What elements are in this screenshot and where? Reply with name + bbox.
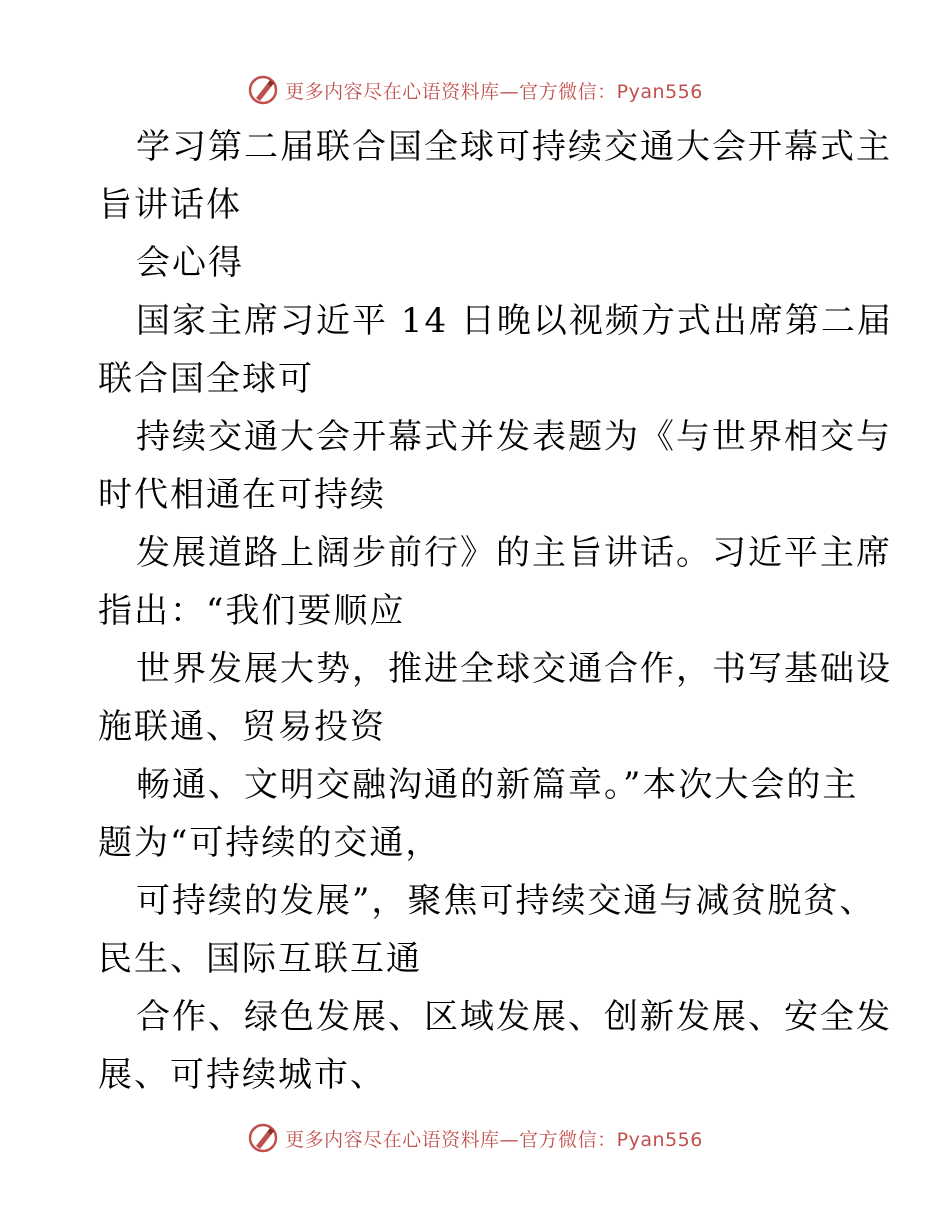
text-line: 题为“可持续的交通， xyxy=(98,823,442,863)
document-body xyxy=(98,118,893,1104)
text-line: 可持续的发展”，聚焦可持续交通与减贫脱贫、 xyxy=(136,881,876,921)
pen-nib-logo-icon xyxy=(247,1122,279,1154)
text-line: 国家主席习近平 14 日晚以视频方式出席第二届 xyxy=(136,301,893,341)
text-line: 施联通、贸易投资 xyxy=(98,707,386,747)
pen-nib-logo-icon xyxy=(247,74,279,106)
footer-watermark xyxy=(0,1120,950,1156)
text-line: 发展道路上阔步前行》的主旨讲话。习近平主席 xyxy=(136,533,892,573)
text-line: 时代相通在可持续 xyxy=(98,475,386,515)
text-line: 学习第二届联合国全球可持续交通大会开幕式主 xyxy=(136,127,892,167)
text-line: 民生、国际互联互通 xyxy=(98,939,422,979)
watermark-text: 更多内容尽在心语资料库—官方微信：Pyan556 xyxy=(285,80,703,103)
header-watermark xyxy=(0,72,950,108)
text-line: 畅通、文明交融沟通的新篇章。”本次大会的主 xyxy=(136,765,859,805)
text-line: 旨讲话体 xyxy=(98,185,242,225)
text-line: 指出：“我们要顺应 xyxy=(98,591,406,631)
text-line: 持续交通大会开幕式并发表题为《与世界相交与 xyxy=(136,417,892,457)
watermark-text: 更多内容尽在心语资料库—官方微信：Pyan556 xyxy=(285,1128,703,1151)
text-line: 合作、绿色发展、区域发展、创新发展、安全发 xyxy=(136,997,892,1037)
text-line: 会心得 xyxy=(136,243,244,283)
text-line: 展、可持续城市、 xyxy=(98,1055,386,1095)
text-line: 联合国全球可 xyxy=(98,359,314,399)
text-line: 世界发展大势，推进全球交通合作，书写基础设 xyxy=(136,649,892,689)
